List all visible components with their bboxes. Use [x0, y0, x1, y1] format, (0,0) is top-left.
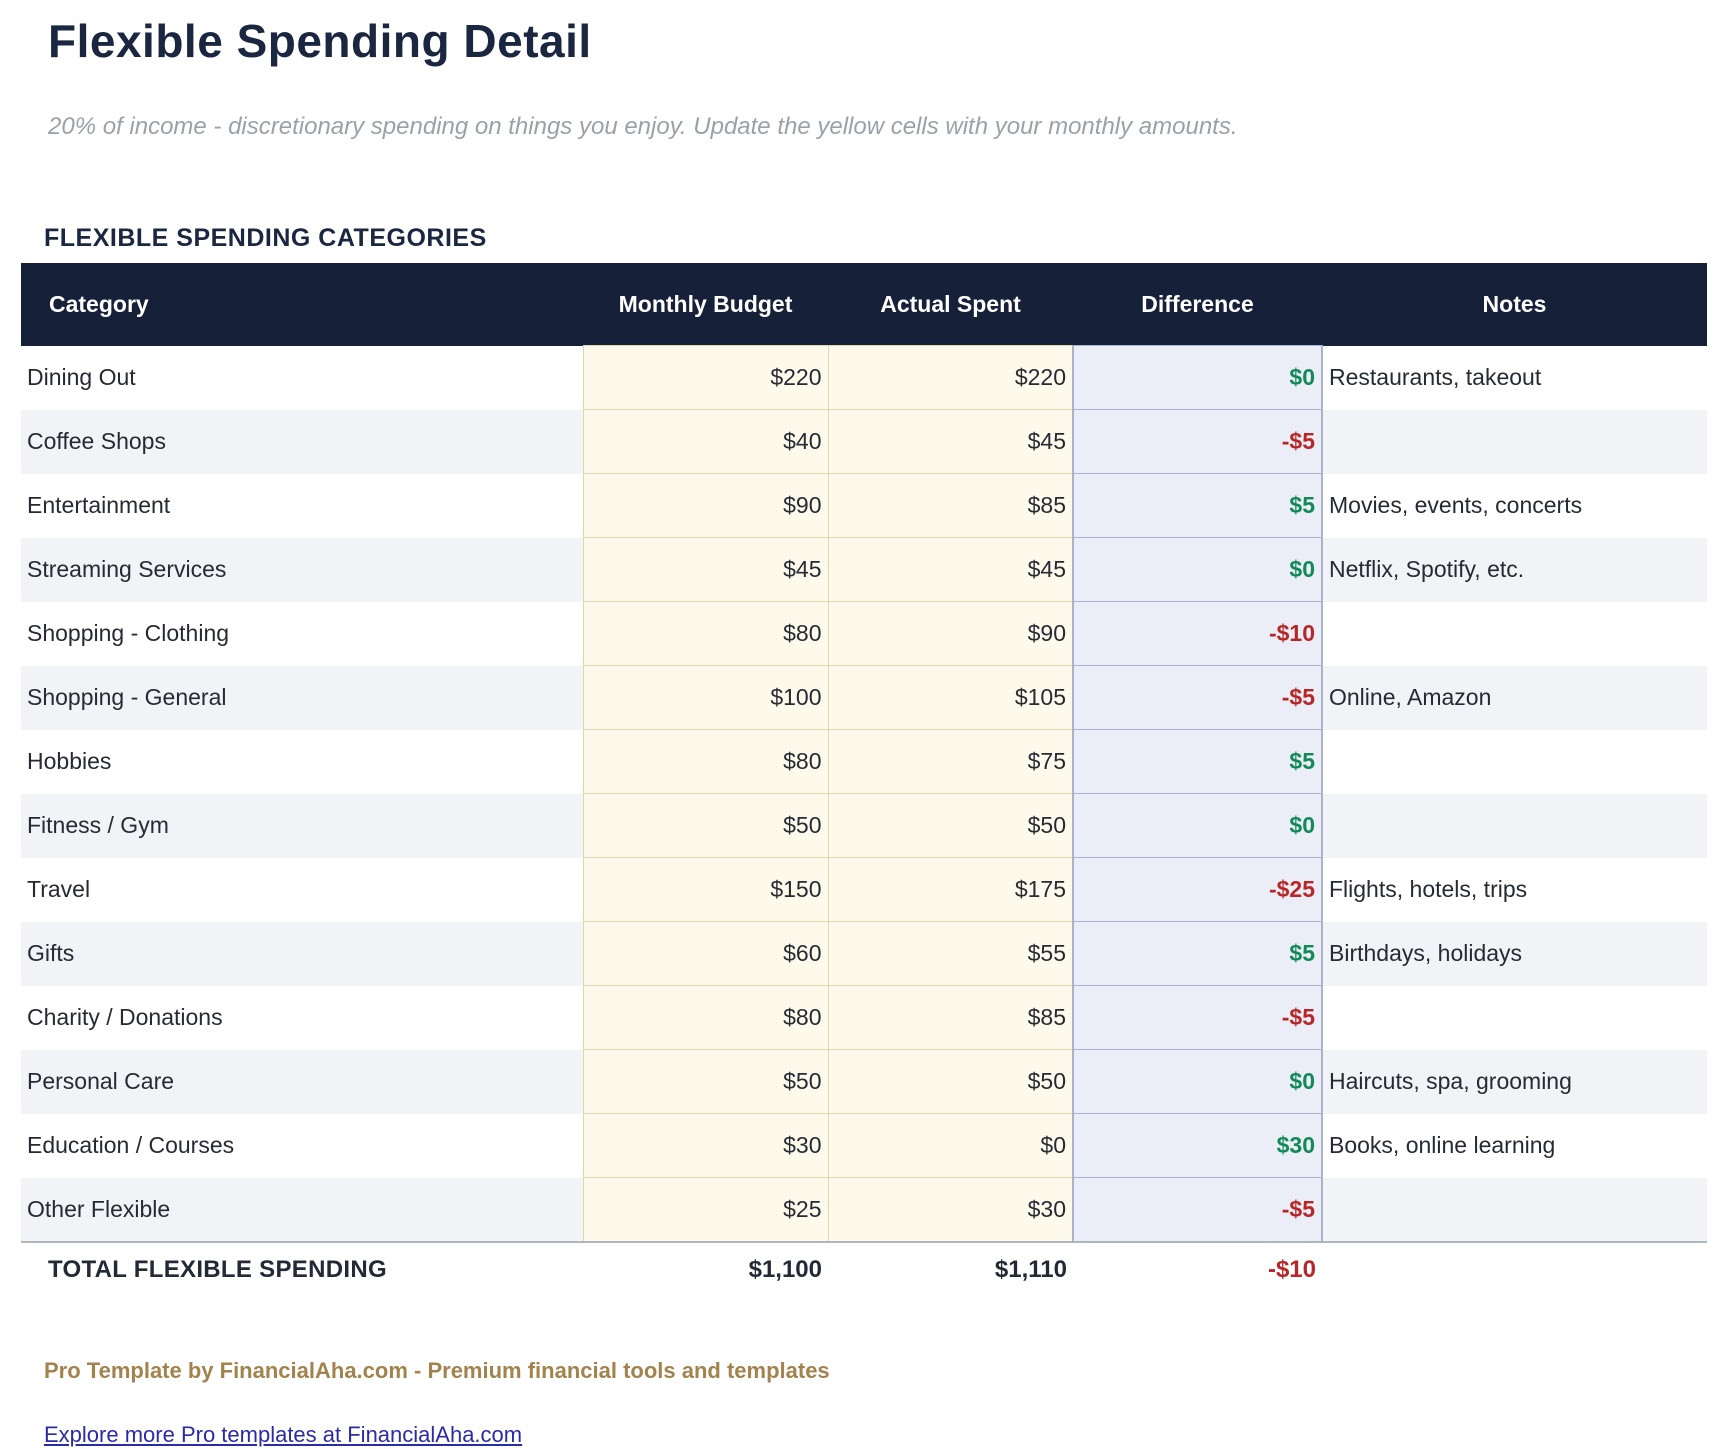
category-cell: Other Flexible [21, 1178, 583, 1242]
monthly-budget-cell[interactable]: $25 [583, 1178, 828, 1242]
notes-cell [1322, 1178, 1707, 1242]
notes-cell [1322, 794, 1707, 858]
actual-spent-cell[interactable]: $50 [828, 1050, 1073, 1114]
table-row [21, 538, 1707, 602]
difference-cell: $30 [1073, 1114, 1322, 1178]
notes-cell: Haircuts, spa, grooming [1322, 1050, 1707, 1114]
actual-spent-cell[interactable]: $50 [828, 794, 1073, 858]
monthly-budget-cell[interactable]: $30 [583, 1114, 828, 1178]
monthly-budget-cell[interactable]: $60 [583, 922, 828, 986]
monthly-budget-cell[interactable]: $100 [583, 666, 828, 730]
actual-spent-cell[interactable]: $45 [828, 410, 1073, 474]
table-row [21, 346, 1707, 410]
actual-spent-cell[interactable]: $45 [828, 538, 1073, 602]
notes-cell: Netflix, Spotify, etc. [1322, 538, 1707, 602]
flexible-spending-table [21, 263, 1707, 1298]
table-row [21, 410, 1707, 474]
difference-cell: -$5 [1073, 986, 1322, 1050]
column-header-difference: Difference [1073, 263, 1322, 346]
monthly-budget-cell[interactable]: $80 [583, 986, 828, 1050]
monthly-budget-cell[interactable]: $50 [583, 794, 828, 858]
difference-cell: -$25 [1073, 858, 1322, 922]
actual-spent-cell[interactable]: $55 [828, 922, 1073, 986]
table-row [21, 666, 1707, 730]
difference-cell: $0 [1073, 538, 1322, 602]
notes-cell [1322, 986, 1707, 1050]
footer-brand-line: Pro Template by FinancialAha.com - Premium financial tools and templates [44, 1357, 830, 1383]
difference-cell: $0 [1073, 1050, 1322, 1114]
notes-cell: Online, Amazon [1322, 666, 1707, 730]
section-heading-flexible-spending-categories: FLEXIBLE SPENDING CATEGORIES [44, 224, 487, 253]
total-monthly-budget: $1,100 [583, 1242, 828, 1298]
difference-cell: $5 [1073, 922, 1322, 986]
table-row [21, 602, 1707, 666]
difference-cell: -$5 [1073, 410, 1322, 474]
category-cell: Shopping - General [21, 666, 583, 730]
category-cell: Gifts [21, 922, 583, 986]
column-header-monthly-budget: Monthly Budget [583, 263, 828, 346]
table-row [21, 858, 1707, 922]
notes-cell [1322, 410, 1707, 474]
notes-cell: Books, online learning [1329, 1132, 1556, 1159]
category-cell: Fitness / Gym [21, 794, 583, 858]
total-row [21, 1242, 1707, 1298]
table-row [21, 1050, 1707, 1114]
column-header-notes: Notes [1322, 263, 1707, 346]
table-row [21, 986, 1707, 1050]
page-title: Flexible Spending Detail [48, 15, 592, 67]
actual-spent-cell[interactable]: $105 [828, 666, 1073, 730]
column-header-category: Category [21, 263, 583, 346]
category-cell: Entertainment [27, 492, 171, 519]
category-cell: Coffee Shops [21, 410, 583, 474]
difference-cell: -$5 [1073, 666, 1322, 730]
monthly-budget-cell[interactable]: $80 [583, 730, 828, 794]
difference-cell: $0 [1073, 346, 1322, 410]
difference-cell: $5 [1073, 730, 1322, 794]
table-row [21, 794, 1707, 858]
actual-spent-cell[interactable]: $175 [828, 858, 1073, 922]
category-cell: Education / Courses [27, 1132, 235, 1159]
category-cell: Streaming Services [21, 538, 583, 602]
difference-cell: -$5 [1073, 1178, 1322, 1242]
notes-cell [1322, 602, 1707, 666]
category-cell: Personal Care [21, 1050, 583, 1114]
actual-spent-cell[interactable]: $75 [828, 730, 1073, 794]
monthly-budget-cell[interactable]: $50 [583, 1050, 828, 1114]
difference-cell: $0 [1073, 794, 1322, 858]
actual-spent-cell[interactable]: $85 [828, 474, 1073, 538]
actual-spent-cell[interactable]: $85 [828, 986, 1073, 1050]
monthly-budget-cell[interactable]: $40 [583, 410, 828, 474]
monthly-budget-cell[interactable]: $90 [583, 474, 828, 538]
total-actual-spent: $1,110 [828, 1242, 1073, 1298]
page-subtitle: 20% of income - discretionary spending on things you enjoy. Update the yellow cells with your monthly amounts. [48, 113, 1238, 141]
total-label: TOTAL FLEXIBLE SPENDING [21, 1242, 583, 1298]
table-row [21, 730, 1707, 794]
table-row [21, 1178, 1707, 1242]
actual-spent-cell[interactable]: $220 [828, 346, 1073, 410]
notes-cell [1322, 730, 1707, 794]
actual-spent-cell[interactable]: $90 [828, 602, 1073, 666]
monthly-budget-cell[interactable]: $80 [583, 602, 828, 666]
notes-cell: Birthdays, holidays [1322, 922, 1707, 986]
category-cell: Hobbies [27, 748, 112, 775]
total-difference: -$10 [1073, 1242, 1322, 1298]
monthly-budget-cell[interactable]: $45 [583, 538, 828, 602]
category-cell: Charity / Donations [27, 1004, 223, 1031]
category-cell: Shopping - Clothing [27, 620, 230, 647]
column-header-actual-spent: Actual Spent [828, 263, 1073, 346]
table-row [21, 922, 1707, 986]
category-cell: Travel [27, 876, 91, 903]
actual-spent-cell[interactable]: $0 [828, 1114, 1073, 1178]
notes-cell: Flights, hotels, trips [1329, 876, 1528, 903]
table-row [21, 474, 1707, 538]
difference-cell: -$10 [1073, 602, 1322, 666]
table-body [21, 346, 1707, 1242]
explore-templates-link[interactable]: Explore more Pro templates at FinancialAha.com [44, 1421, 523, 1447]
notes-cell: Movies, events, concerts [1329, 492, 1583, 519]
notes-cell: Restaurants, takeout [1329, 364, 1542, 391]
monthly-budget-cell[interactable]: $220 [583, 346, 828, 410]
monthly-budget-cell[interactable]: $150 [583, 858, 828, 922]
difference-cell: $5 [1073, 474, 1322, 538]
category-cell: Dining Out [27, 364, 136, 391]
table-header-row [21, 263, 1707, 346]
actual-spent-cell[interactable]: $30 [828, 1178, 1073, 1242]
table-row [21, 1114, 1707, 1178]
total-notes [1322, 1242, 1707, 1298]
